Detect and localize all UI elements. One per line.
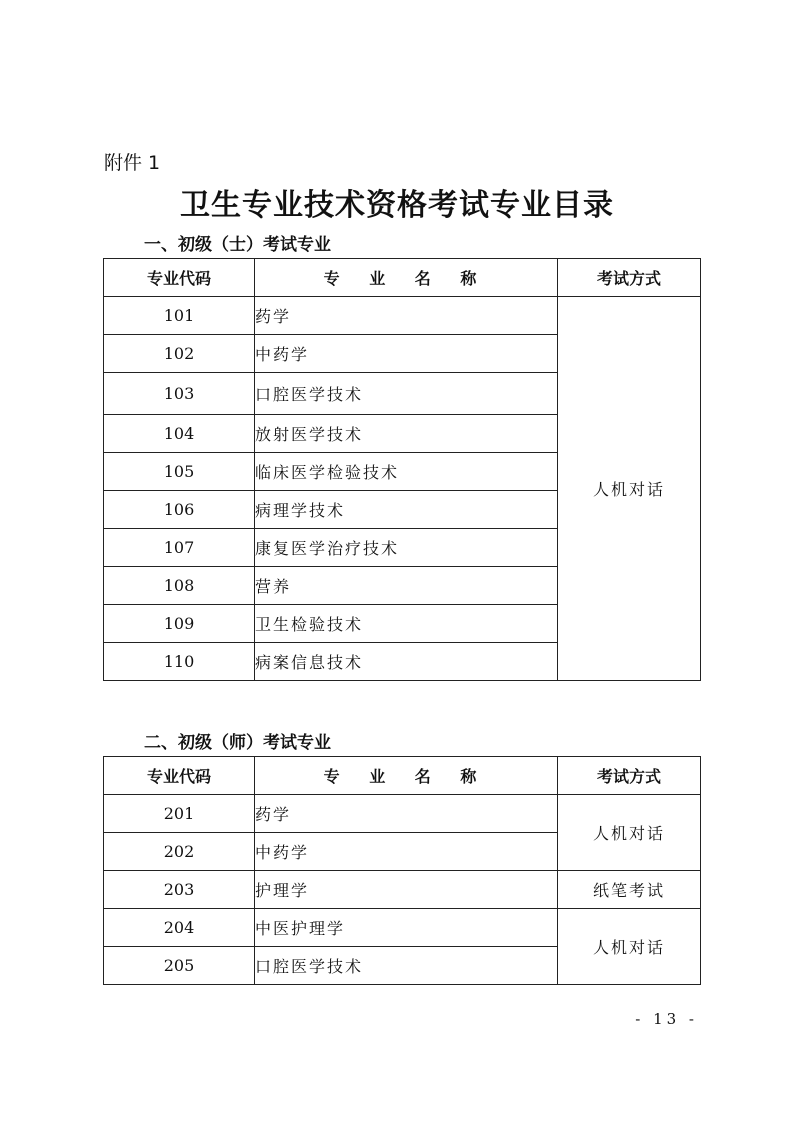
header-name — [255, 259, 558, 297]
row-method: 人机对话 — [558, 297, 701, 681]
table-header-row — [104, 259, 701, 297]
row-code: 104 — [104, 415, 255, 453]
row-name: 口腔医学技术 — [255, 373, 558, 415]
table-row — [104, 297, 701, 335]
table-row — [104, 871, 701, 909]
row-code: 102 — [104, 335, 255, 373]
row-name: 营养 — [255, 567, 558, 605]
table-row — [104, 909, 701, 947]
row-method: 人机对话 — [558, 795, 701, 871]
row-name: 中药学 — [255, 833, 558, 871]
row-name: 病案信息技术 — [255, 643, 558, 681]
row-name: 药学 — [255, 795, 558, 833]
header-code: 专业代码 — [104, 757, 255, 795]
row-code: 109 — [104, 605, 255, 643]
row-method: 人机对话 — [558, 909, 701, 985]
header-name-text: 专 业 名 称 — [323, 269, 489, 288]
header-name — [255, 757, 558, 795]
page-number: - 13 - — [635, 1010, 698, 1028]
row-name: 放射医学技术 — [255, 415, 558, 453]
row-code: 205 — [104, 947, 255, 985]
row-name: 口腔医学技术 — [255, 947, 558, 985]
row-code: 110 — [104, 643, 255, 681]
table-row — [104, 795, 701, 833]
section-1-heading: 一、初级（士）考试专业 — [144, 235, 331, 255]
header-method: 考试方式 — [558, 259, 701, 297]
row-code: 201 — [104, 795, 255, 833]
section-2-heading: 二、初级（师）考试专业 — [144, 733, 331, 753]
header-method: 考试方式 — [558, 757, 701, 795]
header-code: 专业代码 — [104, 259, 255, 297]
row-name: 卫生检验技术 — [255, 605, 558, 643]
row-name: 药学 — [255, 297, 558, 335]
row-name: 临床医学检验技术 — [255, 453, 558, 491]
table-junior-shi-teacher — [103, 756, 701, 985]
row-name: 中医护理学 — [255, 909, 558, 947]
row-method: 纸笔考试 — [558, 871, 701, 909]
row-code: 103 — [104, 373, 255, 415]
row-code: 204 — [104, 909, 255, 947]
document-title: 卫生专业技术资格考试专业目录 — [180, 188, 614, 223]
row-name: 中药学 — [255, 335, 558, 373]
row-code: 106 — [104, 491, 255, 529]
row-name: 护理学 — [255, 871, 558, 909]
table-junior-shi — [103, 258, 701, 681]
row-code: 107 — [104, 529, 255, 567]
row-code: 108 — [104, 567, 255, 605]
table-header-row — [104, 757, 701, 795]
row-code: 101 — [104, 297, 255, 335]
row-code: 105 — [104, 453, 255, 491]
row-name: 病理学技术 — [255, 491, 558, 529]
row-name: 康复医学治疗技术 — [255, 529, 558, 567]
header-name-text: 专 业 名 称 — [323, 767, 489, 786]
row-code: 203 — [104, 871, 255, 909]
row-code: 202 — [104, 833, 255, 871]
attachment-label: 附件 1 — [104, 152, 161, 174]
